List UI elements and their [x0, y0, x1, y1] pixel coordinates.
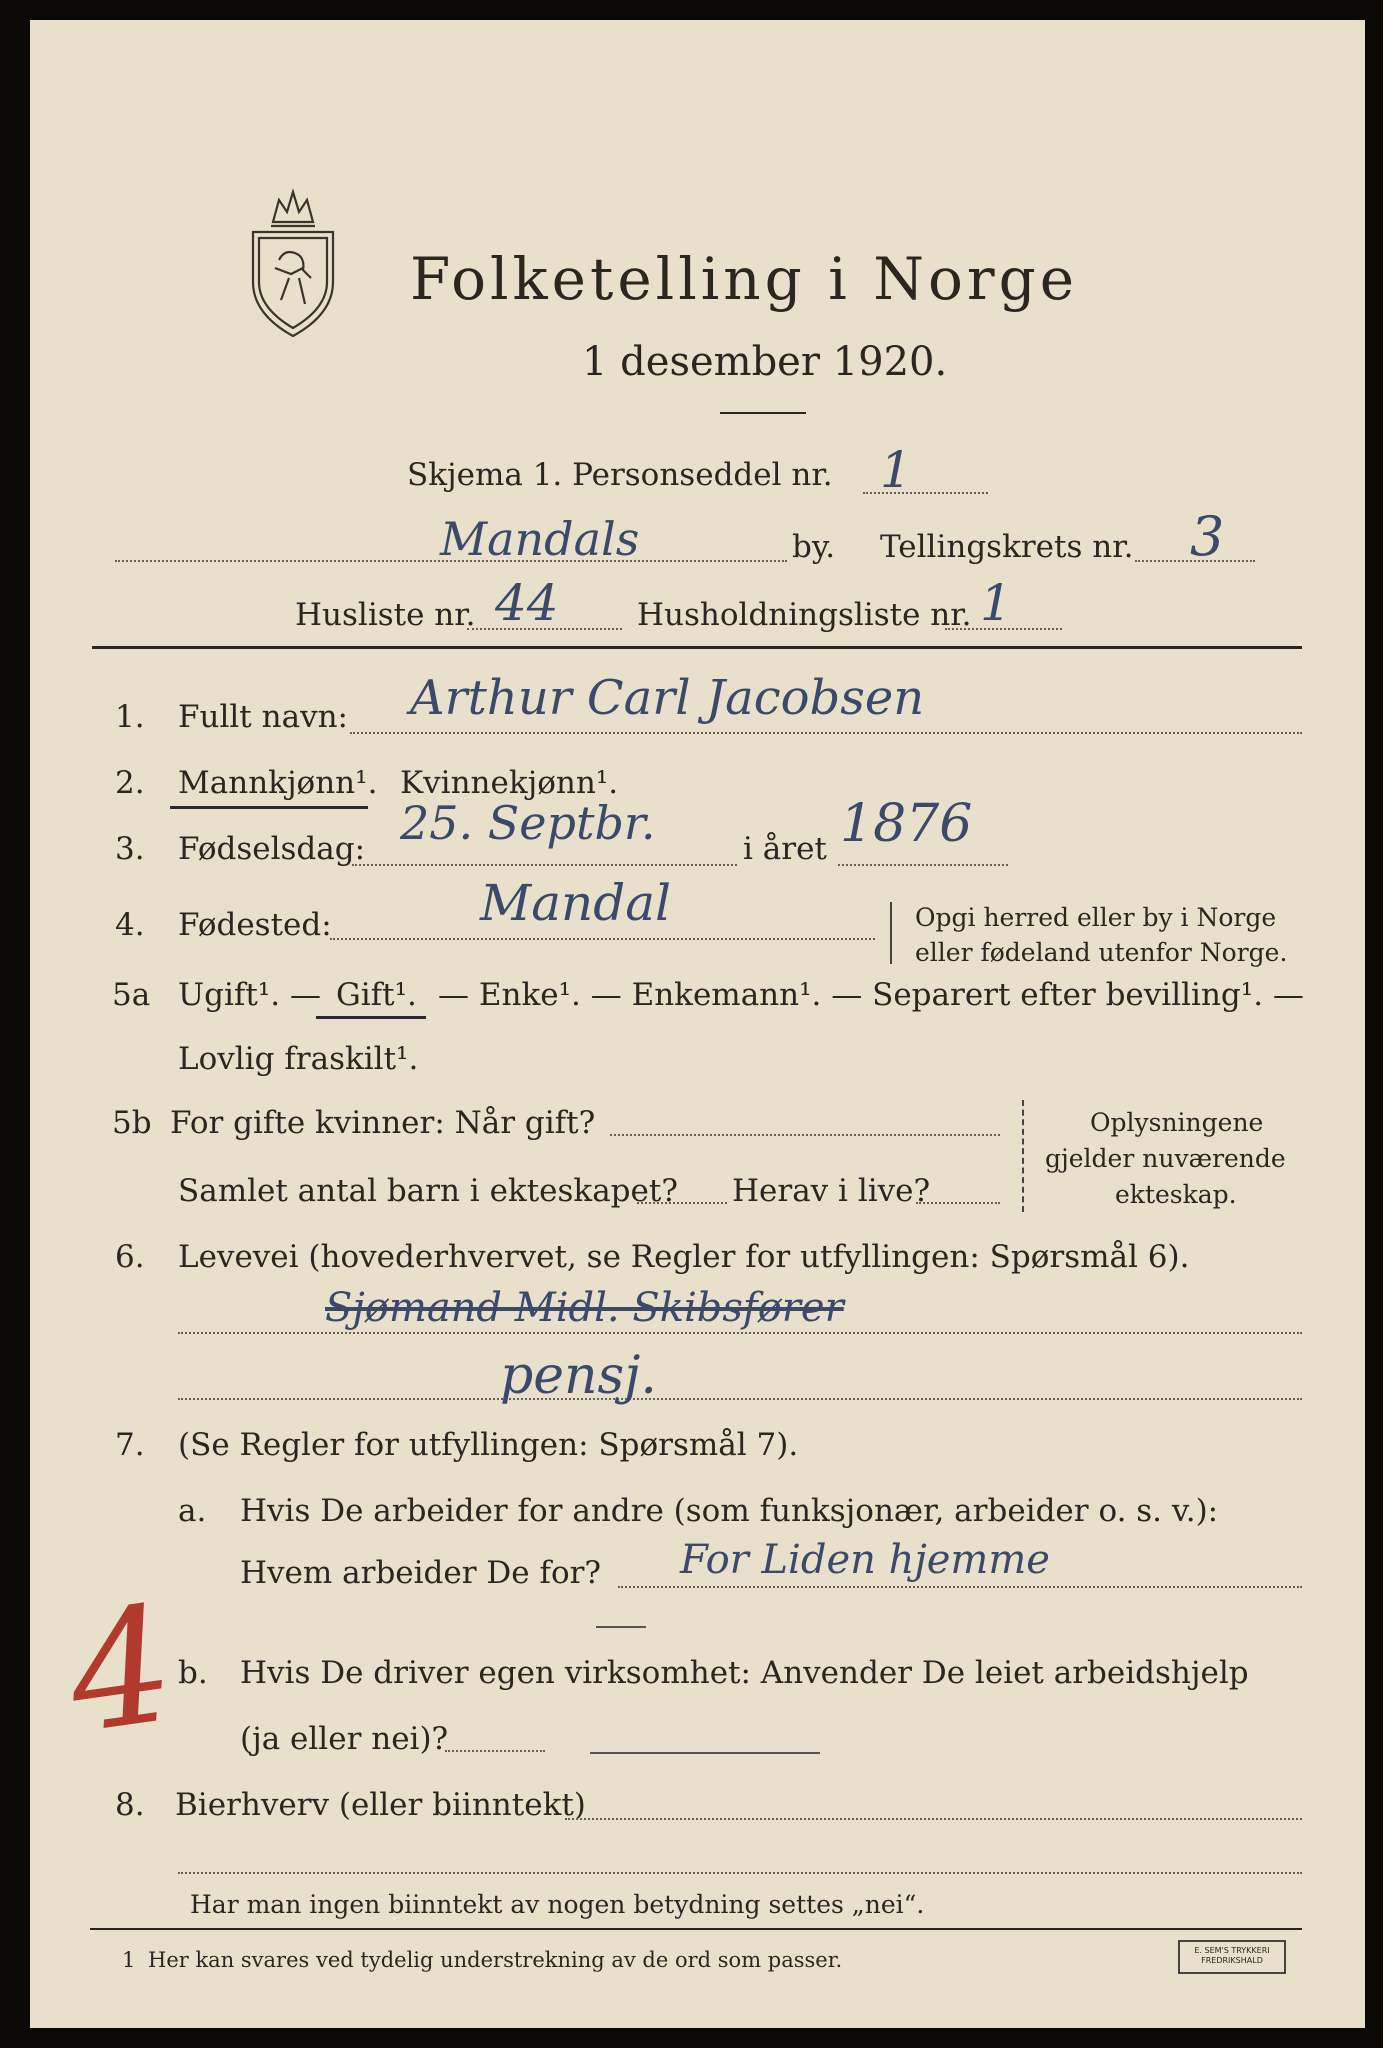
- husliste-label: Husliste nr.: [295, 597, 476, 633]
- q7a-dash-mark: [596, 1626, 646, 1628]
- q8-field-line2: [178, 1872, 1302, 1874]
- header-divider: [92, 646, 1302, 649]
- q6-field-line1: [178, 1332, 1302, 1334]
- q3-year-label: i året: [743, 831, 827, 867]
- q7a-line1: Hvis De arbeider for andre (som funksjonær, arbeider o. s. v.):: [240, 1493, 1219, 1529]
- footnote-text: Her kan svares ved tydelig understrekning av de ord som passer.: [148, 1948, 843, 1972]
- q5b-note-line3: ekteskap.: [1115, 1180, 1237, 1209]
- q6-number: 6.: [115, 1239, 145, 1275]
- q4-label: Fødested:: [178, 907, 332, 943]
- census-form-sheet: [30, 20, 1365, 2028]
- q7b-dash-mark: [590, 1752, 820, 1754]
- q5b-live-field-line: [916, 1202, 1000, 1204]
- q5b-number: 5b: [112, 1105, 152, 1141]
- q4-field-line: [330, 938, 875, 940]
- q7b-letter: b.: [178, 1655, 208, 1691]
- q2-male-underline: [170, 806, 368, 809]
- q7a-field-line: [618, 1586, 1302, 1588]
- q5a-line2: Lovlig fraskilt¹.: [178, 1041, 419, 1077]
- q7a-value[interactable]: For Liden hjemme: [680, 1537, 1050, 1583]
- q5b-note-line1: Oplysningene: [1090, 1108, 1264, 1137]
- norway-coat-of-arms-icon: [245, 182, 341, 340]
- q5b-label: For gifte kvinner: Når gift?: [170, 1105, 596, 1141]
- q4-note-brace: [890, 902, 892, 964]
- printer-stamp-text: E. SEM'S TRYKKERI FREDRIKSHALD: [1194, 1946, 1270, 1965]
- q1-field-line: [350, 732, 1302, 734]
- q6-value2[interactable]: pensj.: [500, 1346, 657, 1406]
- q3-number: 3.: [115, 831, 145, 867]
- q5a-rest: — Enke¹. — Enkemann¹. — Separert efter bevilling¹. —: [438, 977, 1304, 1013]
- q7a-letter: a.: [178, 1493, 207, 1529]
- q5b-note-line2: gjelder nuværende: [1045, 1144, 1286, 1173]
- q8-label: Bierhverv (eller biinntekt): [175, 1787, 586, 1823]
- q5a-gift: Gift¹.: [336, 977, 417, 1013]
- footnote-number: 1: [122, 1948, 136, 1972]
- q4-value[interactable]: Mandal: [480, 874, 672, 932]
- q5b-barn-field-line: [637, 1202, 727, 1204]
- q6-value-struck[interactable]: Sjømand Midl. Skibsfører: [325, 1285, 844, 1331]
- q5a-number: 5a: [112, 977, 151, 1013]
- q3-day-value[interactable]: 25. Septbr.: [400, 796, 656, 850]
- q5b-gift-field-line: [610, 1134, 1000, 1136]
- red-pencil-mark: 4: [57, 1569, 185, 1770]
- q3-day-field-line: [352, 864, 737, 866]
- q6-label: Levevei (hovederhvervet, se Regler for utfyllingen: Spørsmål 6).: [178, 1239, 1190, 1275]
- q5b-live-label: Herav i live?: [732, 1173, 931, 1209]
- husholdningsliste-value[interactable]: 1: [980, 574, 1012, 632]
- q2-female: Kvinnekjønn¹.: [400, 765, 619, 801]
- by-value[interactable]: Mandals: [440, 512, 640, 566]
- printer-stamp: [1178, 1940, 1286, 1974]
- q1-value[interactable]: Arthur Carl Jacobsen: [410, 670, 925, 726]
- q3-label: Fødselsdag:: [178, 831, 366, 867]
- q1-label: Fullt navn:: [178, 699, 348, 735]
- tellingskrets-label: Tellingskrets nr.: [880, 529, 1134, 565]
- husholdningsliste-label: Husholdningsliste nr.: [637, 597, 972, 633]
- personseddel-value[interactable]: 1: [880, 441, 912, 499]
- q7-number: 7.: [115, 1427, 145, 1463]
- by-label: by.: [792, 529, 836, 565]
- biinntekt-note: Har man ingen biinntekt av nogen betydning settes „nei“.: [190, 1890, 925, 1919]
- q7b-field-line: [445, 1750, 545, 1752]
- skjema-label: Skjema 1. Personseddel nr.: [407, 457, 833, 493]
- q2-number: 2.: [115, 765, 145, 801]
- q8-field-line1: [565, 1818, 1302, 1820]
- q4-number: 4.: [115, 907, 145, 943]
- q7b-line2: (ja eller nei)?: [240, 1721, 449, 1757]
- q5b-note-brace: [1022, 1100, 1024, 1212]
- tellingskrets-value[interactable]: 3: [1190, 505, 1225, 568]
- q8-number: 8.: [115, 1787, 145, 1823]
- q7a-line2: Hvem arbeider De for?: [240, 1555, 602, 1591]
- q5b-barn-label: Samlet antal barn i ekteskapet?: [178, 1173, 678, 1209]
- q1-number: 1.: [115, 699, 145, 735]
- q5a-ugift: Ugift¹. —: [178, 977, 321, 1013]
- q6-field-line2: [178, 1398, 1302, 1400]
- q5a-gift-underline: [316, 1016, 426, 1019]
- form-date: 1 desember 1920.: [582, 339, 948, 385]
- footnote-divider: [90, 1928, 1302, 1930]
- title-divider: [720, 412, 806, 414]
- form-title: Folketelling i Norge: [410, 245, 1079, 313]
- q3-year-field-line: [838, 864, 1008, 866]
- q4-note-line1: Opgi herred eller by i Norge: [915, 903, 1277, 932]
- q3-year-value[interactable]: 1876: [840, 794, 973, 854]
- q2-male: Mannkjønn¹.: [178, 765, 378, 801]
- q7-label: (Se Regler for utfyllingen: Spørsmål 7).: [178, 1427, 799, 1463]
- q4-note-line2: eller fødeland utenfor Norge.: [915, 938, 1288, 967]
- husliste-value[interactable]: 44: [495, 574, 559, 632]
- q7b-line1: Hvis De driver egen virksomhet: Anvender De leiet arbeidshjelp: [240, 1655, 1249, 1691]
